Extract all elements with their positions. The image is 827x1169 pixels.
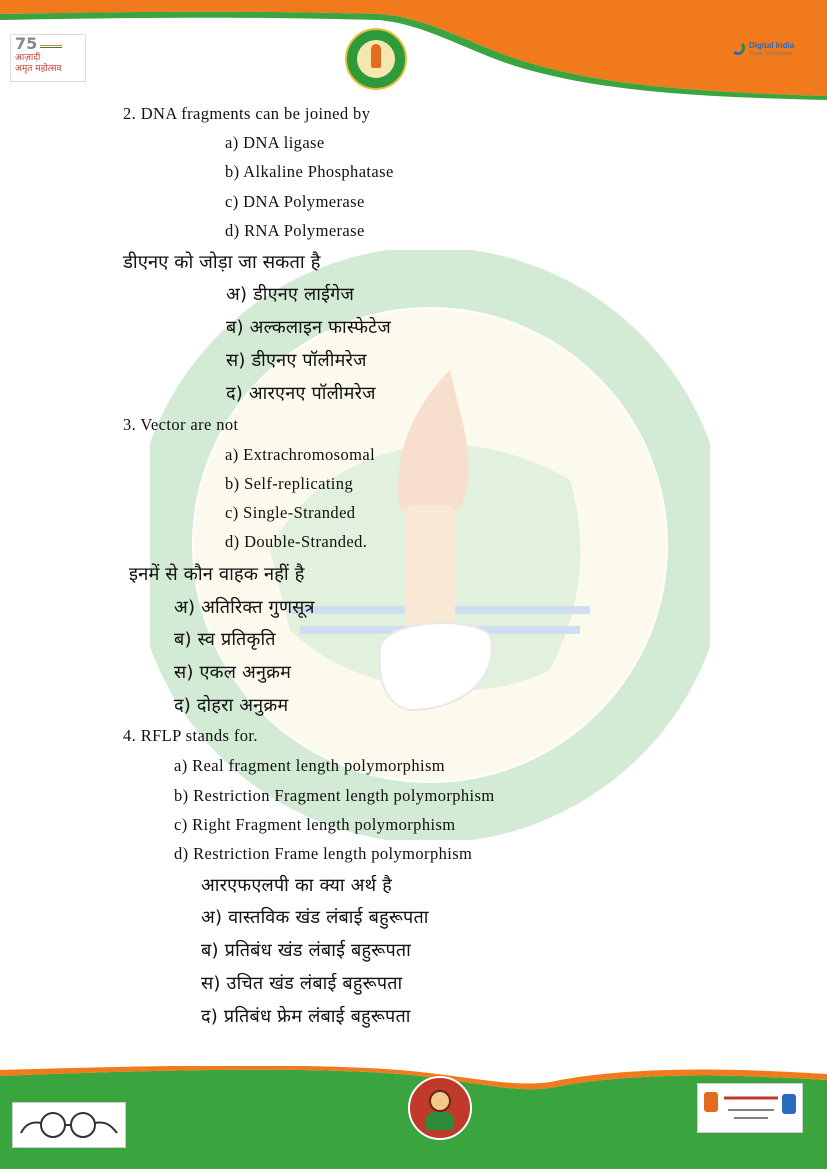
digital-india-title: Digital India (749, 41, 795, 50)
question-3-hi-option-d: द) दोहरा अनुक्रम (174, 695, 289, 716)
question-4-hi: आरएफएलपी का क्या अर्थ है (201, 875, 392, 896)
question-4-option-a: a) Real fragment length polymorphism (174, 756, 446, 775)
question-4-hi-option-a: अ) वास्तविक खंड लंबाई बहुरूपता (201, 907, 429, 928)
question-3-option-d: d) Double-Stranded. (225, 532, 368, 551)
question-2-option-a: a) DNA ligase (225, 133, 325, 152)
question-3-option-b: b) Self-replicating (225, 474, 354, 493)
question-3-hi-option-a: अ) अतिरिक्त गुणसूत्र (174, 597, 315, 618)
spectacles-icon (13, 1103, 125, 1147)
digital-india-tagline: Power To Empower (749, 51, 793, 57)
question-3-hi: इनमें से कौन वाहक नहीं है (129, 564, 305, 585)
question-2-hi: डीएनए को जोड़ा जा सकता है (123, 252, 321, 273)
question-2-hi-option-b: ब) अल्कलाइन फास्फेटेज (226, 317, 391, 338)
swachh-bharat-logo (12, 1102, 126, 1148)
question-2-hi-option-c: स) डीएनए पॉलीमरेज (226, 350, 367, 371)
question-3-en: 3. Vector are not (123, 415, 239, 434)
question-2-option-d: d) RNA Polymerase (225, 221, 365, 240)
question-2-hi-option-a: अ) डीएनए लाईगेज (226, 284, 355, 305)
question-3-option-c: c) Single-Stranded (225, 503, 356, 522)
question-3-option-a: a) Extrachromosomal (225, 445, 376, 464)
question-4-option-c: c) Right Fragment length polymorphism (174, 815, 456, 834)
question-4-hi-option-c: स) उचित खंड लंबाई बहुरूपता (201, 973, 403, 994)
question-2-option-c: c) DNA Polymerase (225, 192, 365, 211)
beti-bachao-logo (408, 1076, 472, 1140)
question-4-hi-option-b: ब) प्रतिबंध खंड लंबाई बहुरूपता (201, 940, 412, 961)
logo-line-2: अमृत महोत्सव (15, 64, 62, 74)
question-2-option-b: b) Alkaline Phosphatase (225, 162, 394, 181)
question-3-hi-option-c: स) एकल अनुक्रम (174, 662, 292, 683)
children-reading-icon (698, 1084, 802, 1132)
question-4-option-b: b) Restriction Fragment length polymorphism (174, 786, 495, 805)
girl-icon (429, 1090, 451, 1112)
question-4-option-d: d) Restriction Frame length polymorphism (174, 844, 473, 863)
question-3-hi-option-b: ब) स्व प्रतिकृति (174, 629, 276, 650)
question-4-hi-option-d: द) प्रतिबंध फ्रेम लंबाई बहुरूपता (201, 1006, 411, 1027)
logo-line-1: आज़ादी (15, 53, 41, 63)
right-to-education-logo (697, 1083, 803, 1133)
logo-number: 75 (15, 34, 38, 53)
question-2-en: 2. DNA fragments can be joined by (123, 104, 371, 123)
question-2-hi-option-d: द) आरएनए पॉलीमरेज (226, 383, 376, 404)
question-4-en: 4. RFLP stands for. (123, 726, 258, 745)
